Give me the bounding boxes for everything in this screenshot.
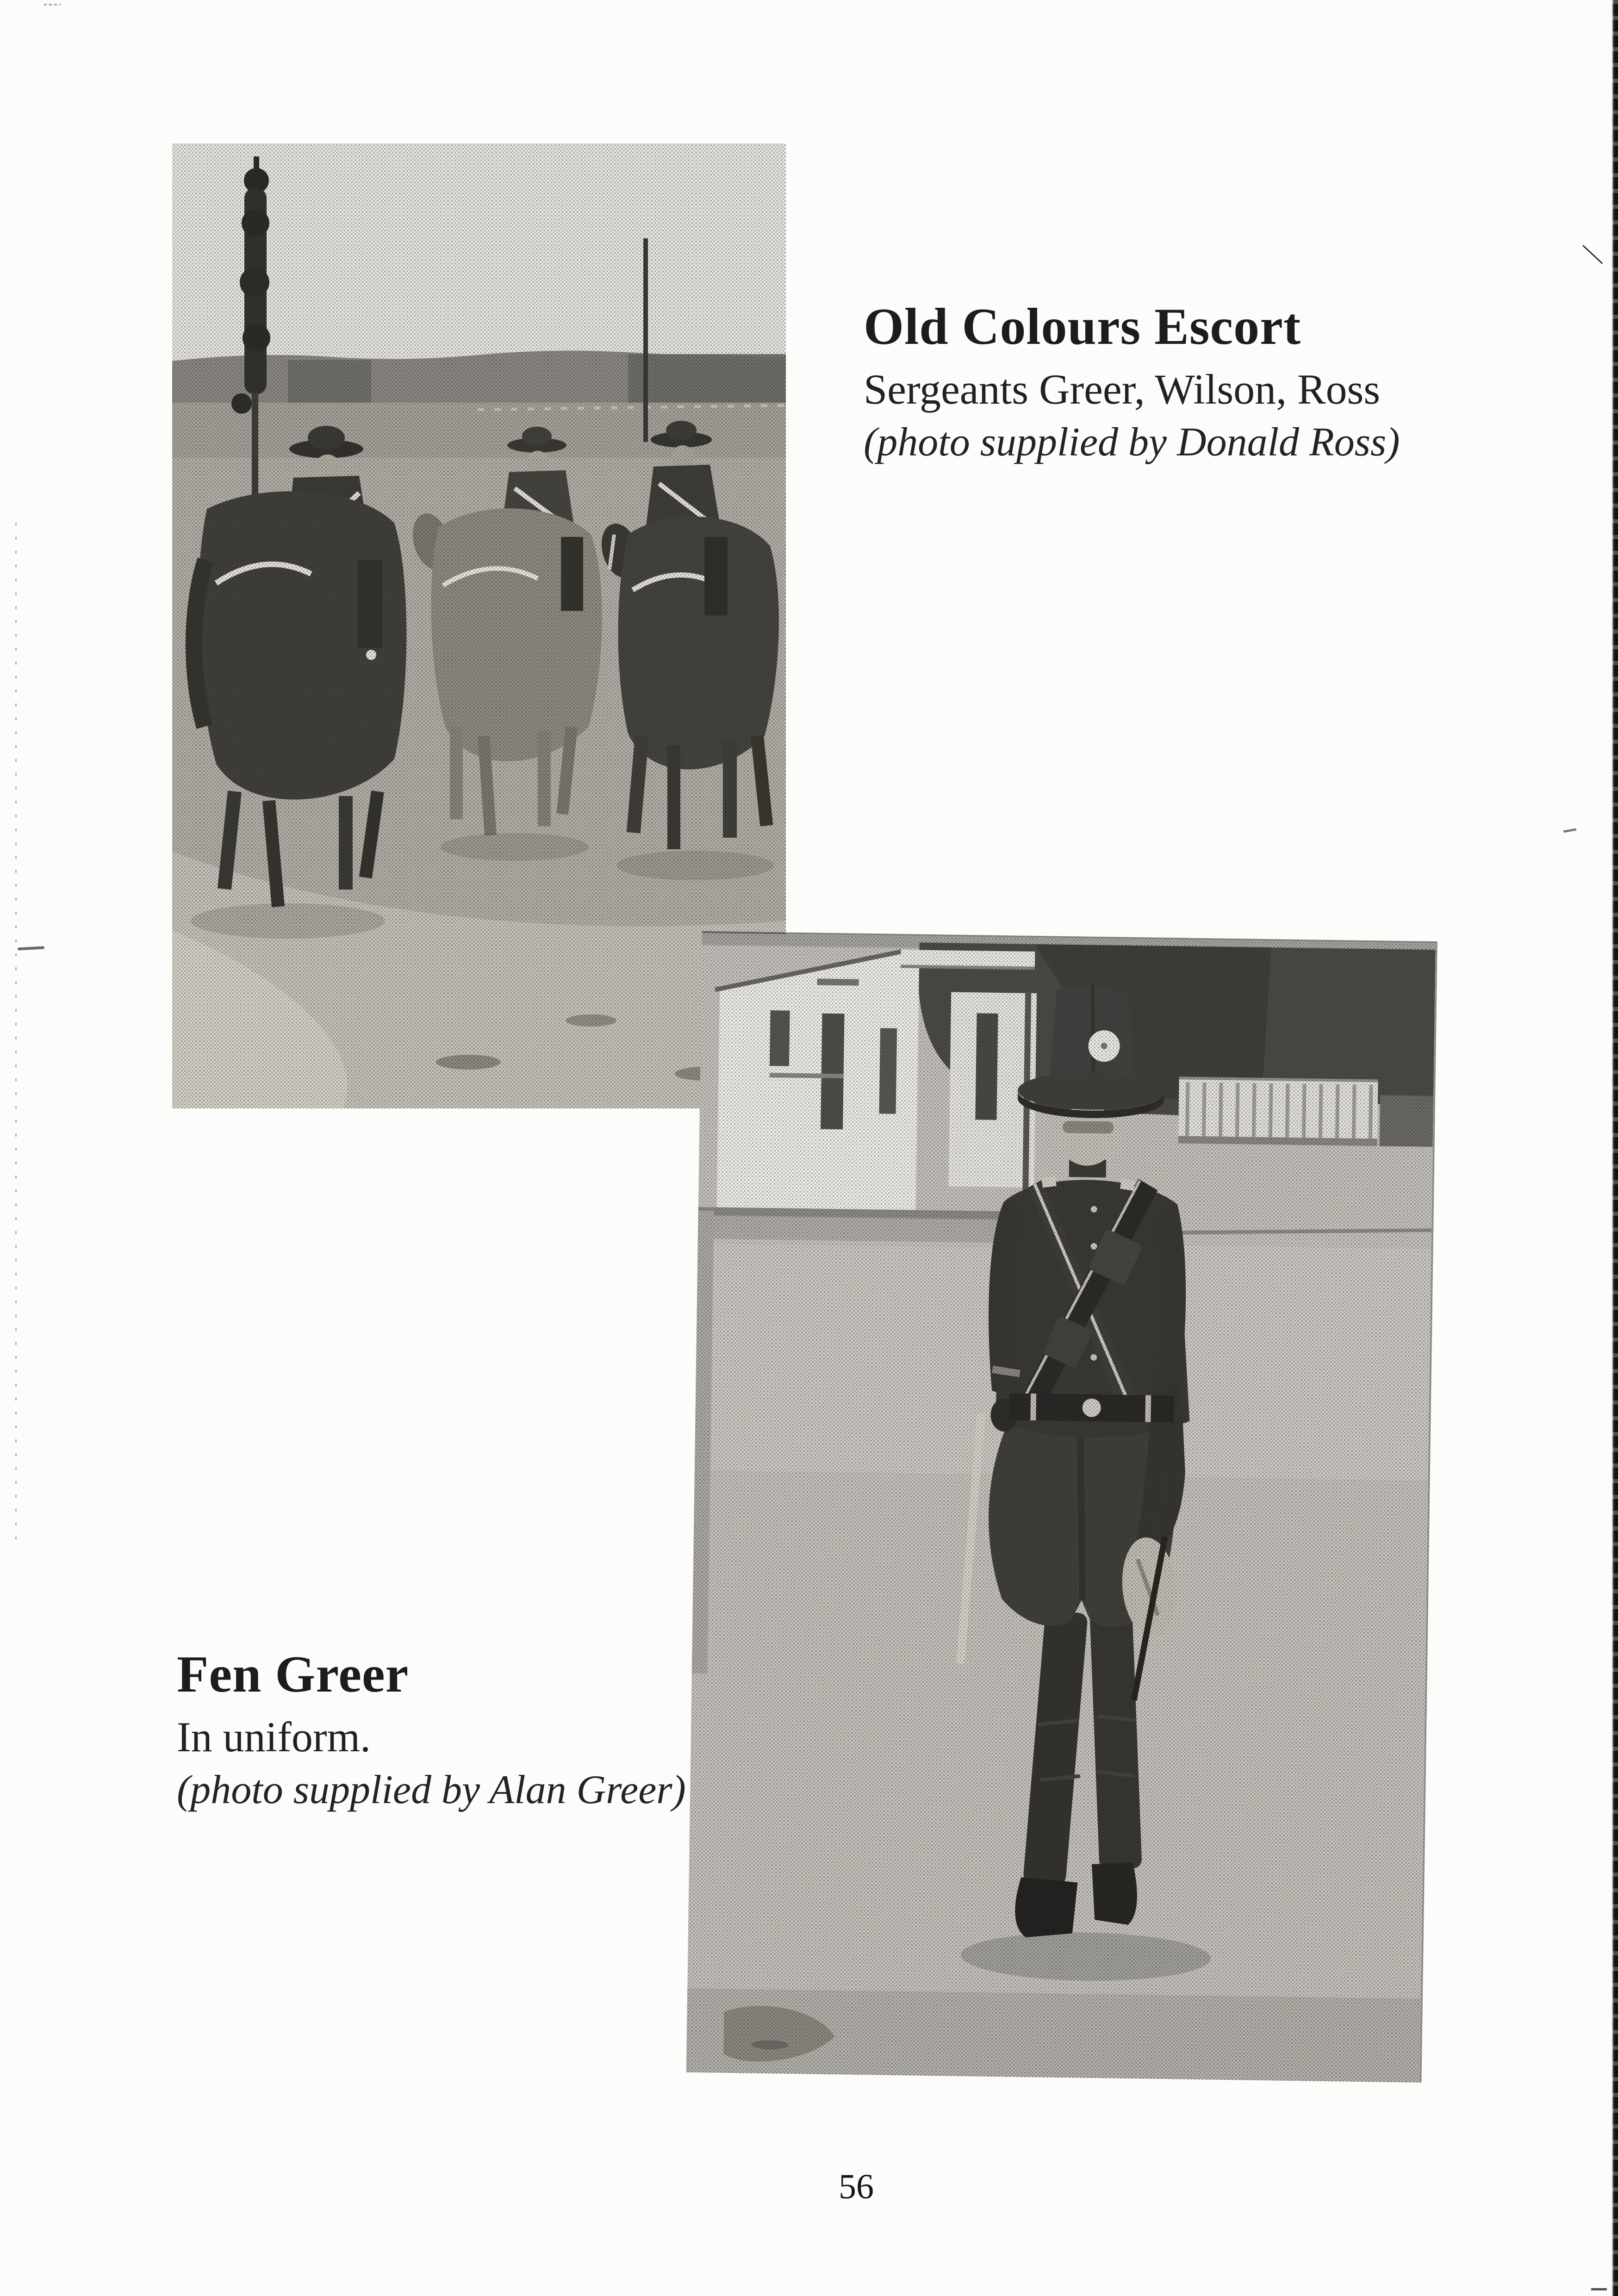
scan-dash-mark [18, 946, 44, 950]
caption-old-colours-escort [864, 300, 1484, 464]
scan-speck-bottom [1591, 2288, 1607, 2290]
scan-edge-shadow [1611, 0, 1618, 2296]
white-fence [1178, 1076, 1378, 1146]
soldier-walking-scene [686, 933, 1436, 2083]
figure-credit: (photo supplied by Donald Ross) [864, 419, 1400, 465]
photo-old-colours-escort [172, 143, 786, 1108]
figure-subtitle: In uniform. [177, 1713, 371, 1761]
scan-dotted-line [15, 523, 17, 1541]
scan-scratch-mark [1582, 245, 1603, 264]
figure-subtitle: Sergeants Greer, Wilson, Ross [864, 366, 1381, 413]
page-number: 56 [839, 2167, 874, 2206]
mounted-escort-scene [172, 143, 786, 1108]
scan-speck [1563, 828, 1576, 833]
figure-title: Fen Greer [177, 1646, 409, 1703]
figure-title: Old Colours Escort [864, 298, 1301, 355]
caption-fen-greer [177, 1648, 732, 1812]
scan-specks-top [44, 4, 61, 6]
figure-credit: (photo supplied by Alan Greer) [177, 1767, 686, 1812]
photo-fen-greer [686, 931, 1438, 2083]
